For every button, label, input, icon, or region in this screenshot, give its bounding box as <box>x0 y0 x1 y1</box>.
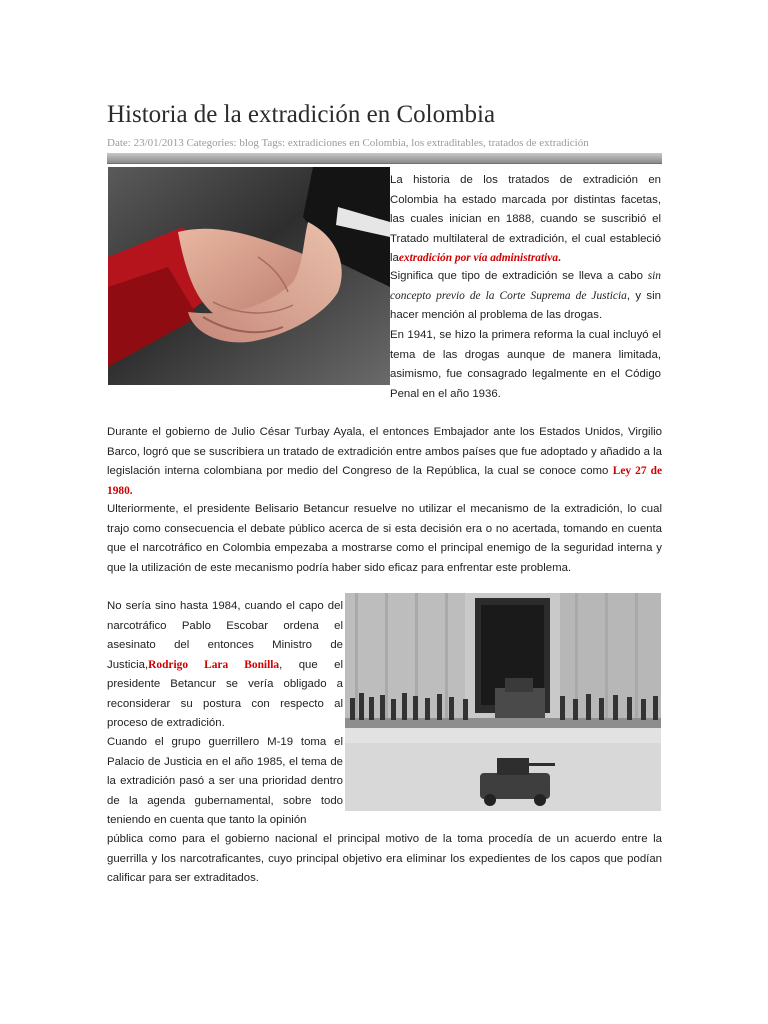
paragraph-3: En 1941, se hizo la primera reforma la cual incluyó el tema de las drogas aunque de manera limitada, asimismo, fue consagrado legalmente en el Código Penal en el año 1936. <box>390 329 661 400</box>
paragraph-7: Cuando el grupo guerrillero M-19 toma el Palacio de Justicia en el año 1985, el tema de la extradición pasó a ser una prioridad dentro de la agenda gubernamental, sobre todo teniendo en cuenta que tanto la opinión <box>107 736 343 826</box>
highlight-ley-27[interactable]: Ley 27 de 1980 <box>107 465 662 497</box>
paragraph-2-text: Significa que tipo de extradición se lleva a cabo <box>390 270 643 282</box>
paragraph-2-end: , y sin hacer mención al problema de las drogas. <box>390 289 661 321</box>
tags-label: Tags: <box>261 137 286 149</box>
paragraph-6-end: , que el presidente Betancur se vería obligado a reconsiderar su postura con respecto al proceso de extradición. <box>107 658 343 729</box>
categories-label: Categories: <box>186 137 237 149</box>
article-meta <box>107 137 589 149</box>
palacio-justicia-image <box>345 593 661 811</box>
paragraph-6 <box>107 597 343 734</box>
highlight-lara-bonilla[interactable]: Rodrigo Lara Bonilla <box>148 658 280 671</box>
paragraph-4-text: Durante el gobierno de Julio César Turbay Ayala, el entonces Embajador ante los Estados Unidos, Virgilio Barco, logró que se suscribiera un tratado de extradición entre ambos países que fue adoptado y añadido a la legislación interna colombiana por medio del Congreso de la República, la cual se conoce como <box>107 426 662 477</box>
paragraph-4 <box>107 423 662 501</box>
article-title: Historia de la extradición en Colombia <box>107 101 496 128</box>
paragraph-5: Ulteriormente, el presidente Belisario Betancur resuelve no utilizar el mecanismo de la extradición, lo cual trajo como consecuencia el debate público acerca de si esta decisión era o no acertada, tomando en cuenta que el narcotráfico en Colombia empezaba a mostrarse como el principal enemigo de la seguridad interna y que la utilización de este mecanismo podría haber sido eficaz para enfrentar este problema. <box>107 503 662 574</box>
paragraph-6-text: No sería sino hasta 1984, cuando el capo del narcotráfico Pablo Escobar ordena el asesinato del entonces Ministro de Justicia, <box>107 600 343 671</box>
handshake-image <box>108 167 390 385</box>
paragraph-2 <box>390 267 661 326</box>
categories-value[interactable]: blog <box>239 137 259 149</box>
highlight-administrativa: extradición por vía administrativa <box>398 252 559 264</box>
header-divider <box>107 153 662 164</box>
date-value: 23/01/2013 <box>133 137 184 149</box>
tags-value[interactable]: extradiciones en Colombia, los extraditables, tratados de extradición <box>287 137 589 149</box>
paragraph-4-end: . <box>129 484 133 497</box>
paragraph-7-continued: pública como para el gobierno nacional el principal motivo de la toma procedía de un acuerdo entre la guerrilla y los narcotraficantes, cuyo principal objetivo era eliminar los expedientes de los capos que podían calificar para ser extraditados. <box>107 833 662 884</box>
paragraph-1-end: . <box>558 252 561 264</box>
italic-corte-suprema: sin concepto previo de la Corte Suprema de Justicia <box>390 270 661 302</box>
paragraph-1 <box>390 171 661 269</box>
date-label: Date: <box>107 137 131 149</box>
paragraph-1-text: La historia de los tratados de extradición en Colombia ha estado marcada por distintas facetas, las cuales inician en 1888, cuando se suscribió el Tratado multilateral de extradición, el cual estableció la <box>390 174 661 264</box>
